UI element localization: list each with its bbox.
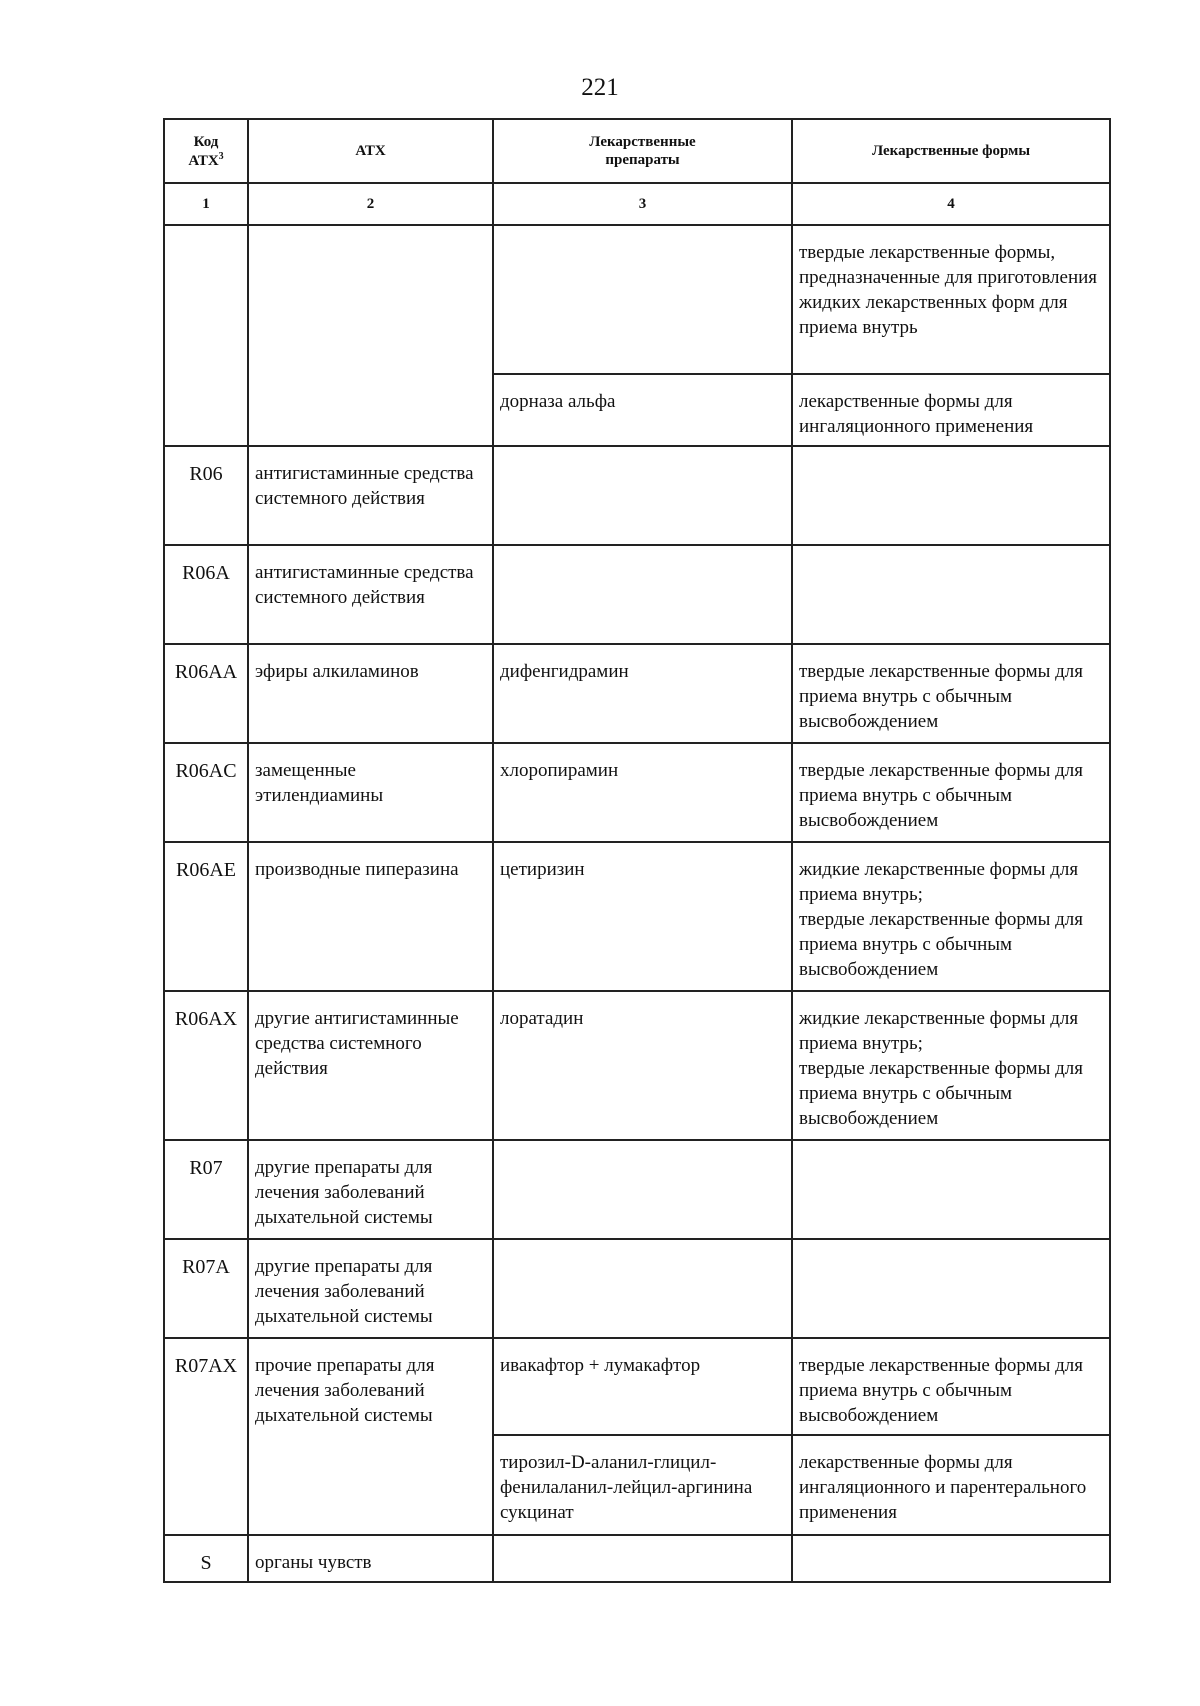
drug-cell [493,1140,792,1239]
header-row [164,119,1110,183]
drug-cell [493,446,792,545]
atx-name-cell: прочие препараты для лечения заболеваний дыхательной системы [248,1338,493,1535]
column-number: 1 [164,183,248,225]
header-forms: Лекарственные формы [792,119,1110,183]
form-cell: твердые лекарственные формы для приема внутрь с обычным высвобождением [792,644,1110,743]
code-cell: R06AA [164,644,248,743]
form-cell [792,446,1110,545]
atx-name-cell: органы чувств [248,1535,493,1582]
form-cell [792,1535,1110,1582]
atx-table [163,118,1111,1583]
atx-name-cell: эфиры алкиламинов [248,644,493,743]
form-cell: твердые лекарственные формы, предназначенные для приготовления жидких лекарственных форм для приема внутрь [792,225,1110,374]
table-row [164,1140,1110,1239]
form-cell [792,1239,1110,1338]
code-cell: R06AE [164,842,248,991]
code-cell [164,225,248,446]
form-cell: лекарственные формы для ингаляционного применения [792,374,1110,446]
code-cell: R06AC [164,743,248,842]
header-code-line1: Код [193,133,219,150]
form-line: жидкие лекарственные формы для приема внутрь; [799,859,1079,905]
form-line: жидкие лекарственные формы для приема внутрь; [799,1008,1079,1054]
page-number: 221 [581,74,619,101]
code-cell: R07AX [164,1338,248,1535]
table-row [164,644,1110,743]
atx-name-cell: другие препараты для лечения заболеваний дыхательной системы [248,1239,493,1338]
atx-name-cell: антигистаминные средства системного действия [248,446,493,545]
header-drugs-line1: Лекарственные [589,134,696,150]
form-cell [792,842,1110,991]
header-code-line2: АТХ [188,152,219,169]
drug-cell: цетиризин [493,842,792,991]
header-drugs-line2: препараты [605,152,680,168]
drug-cell: дифенгидрамин [493,644,792,743]
header-code [164,119,248,183]
code-cell: R07A [164,1239,248,1338]
drug-cell: ивакафтор + лумакафтор [493,1338,792,1435]
drug-cell [493,545,792,644]
column-number: 3 [493,183,792,225]
form-cell: твердые лекарственные формы для приема внутрь с обычным высвобождением [792,1338,1110,1435]
atx-name-cell: замещенные этилендиамины [248,743,493,842]
header-drugs [493,119,792,183]
code-cell: S [164,1535,248,1582]
table-row [164,743,1110,842]
form-line: твердые лекарственные формы для приема внутрь с обычным высвобождением [799,909,1084,980]
table-row [164,991,1110,1140]
table-row [164,545,1110,644]
drug-cell [493,225,792,374]
drug-cell [493,1239,792,1338]
atx-name-cell: производные пиперазина [248,842,493,991]
table-row [164,1535,1110,1582]
code-cell: R06 [164,446,248,545]
code-cell: R06A [164,545,248,644]
table-row [164,446,1110,545]
form-cell [792,991,1110,1140]
table-row [164,842,1110,991]
header-atx: АТХ [248,119,493,183]
drug-cell [493,1535,792,1582]
form-cell [792,1140,1110,1239]
form-cell [792,545,1110,644]
code-cell: R06AX [164,991,248,1140]
atx-name-cell [248,225,493,446]
drug-cell: лоратадин [493,991,792,1140]
drug-cell: тирозил-D-аланил-глицил-фенилаланил-лейцил-аргинина сукцинат [493,1435,792,1535]
column-number: 4 [792,183,1110,225]
atx-name-cell: другие препараты для лечения заболеваний дыхательной системы [248,1140,493,1239]
column-number-row [164,183,1110,225]
atx-name-cell: другие антигистаминные средства системного действия [248,991,493,1140]
column-number: 2 [248,183,493,225]
table-row [164,225,1110,374]
footnote-mark: 3 [218,150,224,162]
table-row [164,1338,1110,1435]
form-cell: лекарственные формы для ингаляционного и парентерального применения [792,1435,1110,1535]
drug-cell: дорназа альфа [493,374,792,446]
form-cell: твердые лекарственные формы для приема внутрь с обычным высвобождением [792,743,1110,842]
atx-name-cell: антигистаминные средства системного действия [248,545,493,644]
form-line: твердые лекарственные формы для приема внутрь с обычным высвобождением [799,1058,1084,1129]
drug-cell: хлоропирамин [493,743,792,842]
code-cell: R07 [164,1140,248,1239]
table-row [164,1239,1110,1338]
